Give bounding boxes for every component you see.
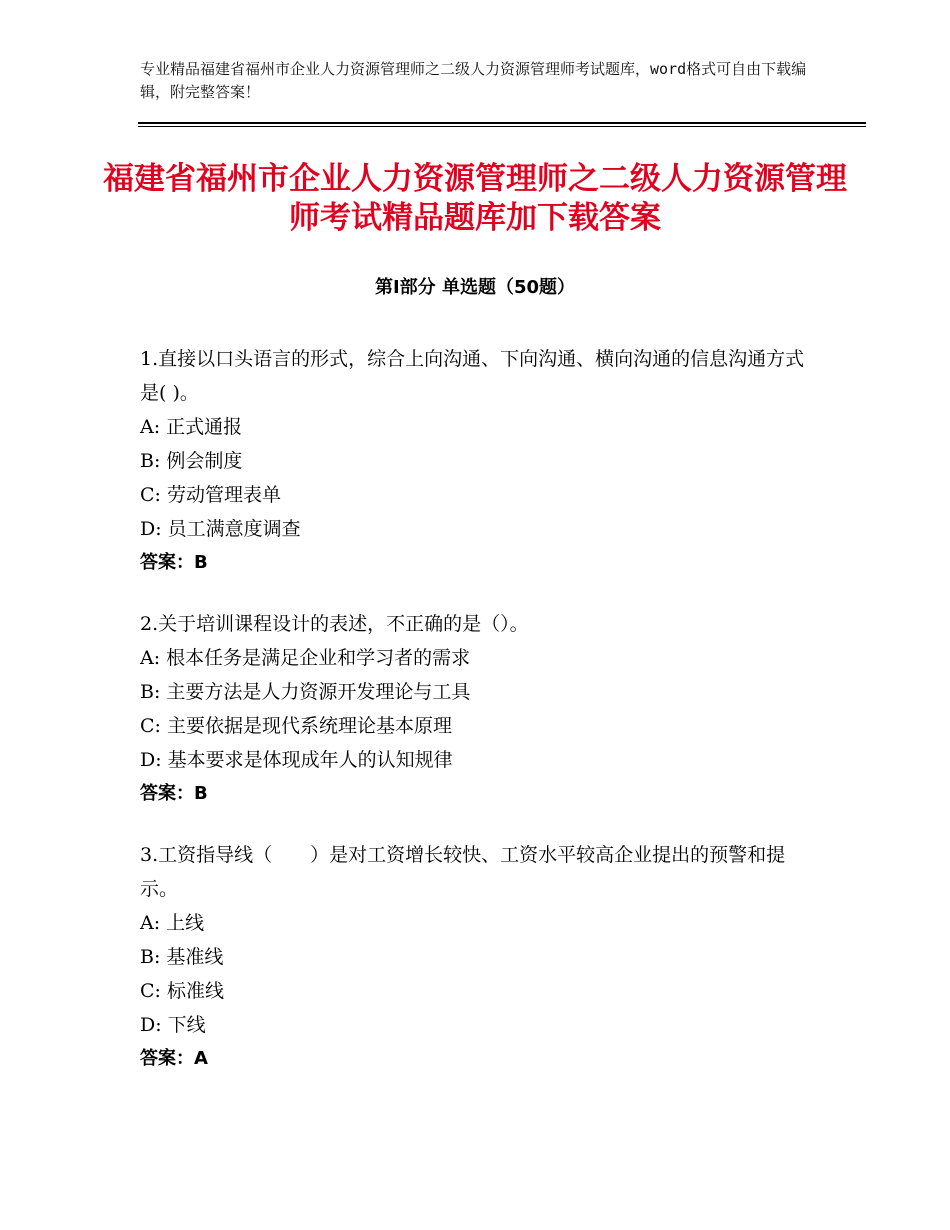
option-a: A: 上线 xyxy=(140,912,205,934)
option-d: D: 员工满意度调查 xyxy=(140,518,301,540)
question-stem: 3.工资指导线（ ）是对工资增长较快、工资水平较高企业提出的预警和提示。 xyxy=(140,844,786,900)
option-b: B: 主要方法是人力资源开发理论与工具 xyxy=(140,681,471,703)
option-a: A: 根本任务是满足企业和学习者的需求 xyxy=(140,647,471,669)
header-divider-thin xyxy=(138,126,866,127)
question-3 xyxy=(140,838,810,1076)
document-title: 福建省福州市企业人力资源管理师之二级人力资源管理师考试精品题库加下载答案 xyxy=(103,161,847,236)
question-1 xyxy=(140,342,810,580)
option-b: B: 基准线 xyxy=(140,946,224,968)
option-b: B: 例会制度 xyxy=(140,450,243,472)
answer: 答案：B xyxy=(140,783,208,804)
question-list xyxy=(140,342,810,1103)
option-a: A: 正式通报 xyxy=(140,416,243,438)
question-stem: 2.关于培训课程设计的表述，不正确的是（）。 xyxy=(140,613,529,635)
header-note: 专业精品福建省福州市企业人力资源管理师之二级人力资源管理师考试题库，word格式可自由下载编辑，附完整答案！ xyxy=(140,60,807,101)
answer: 答案：A xyxy=(140,1048,208,1069)
question-2 xyxy=(140,607,810,811)
option-c: C: 主要依据是现代系统理论基本原理 xyxy=(140,715,452,737)
option-c: C: 标准线 xyxy=(140,980,224,1002)
section-heading: 第Ⅰ部分 单选题（50题） xyxy=(374,277,575,298)
question-stem: 1.直接以口头语言的形式，综合上向沟通、下向沟通、横向沟通的信息沟通方式是( )。 xyxy=(140,348,805,404)
header-divider-thick xyxy=(138,122,866,124)
option-c: C: 劳动管理表单 xyxy=(140,484,281,506)
answer: 答案：B xyxy=(140,552,208,573)
option-d: D: 下线 xyxy=(140,1014,206,1036)
option-d: D: 基本要求是体现成年人的认知规律 xyxy=(140,749,453,771)
